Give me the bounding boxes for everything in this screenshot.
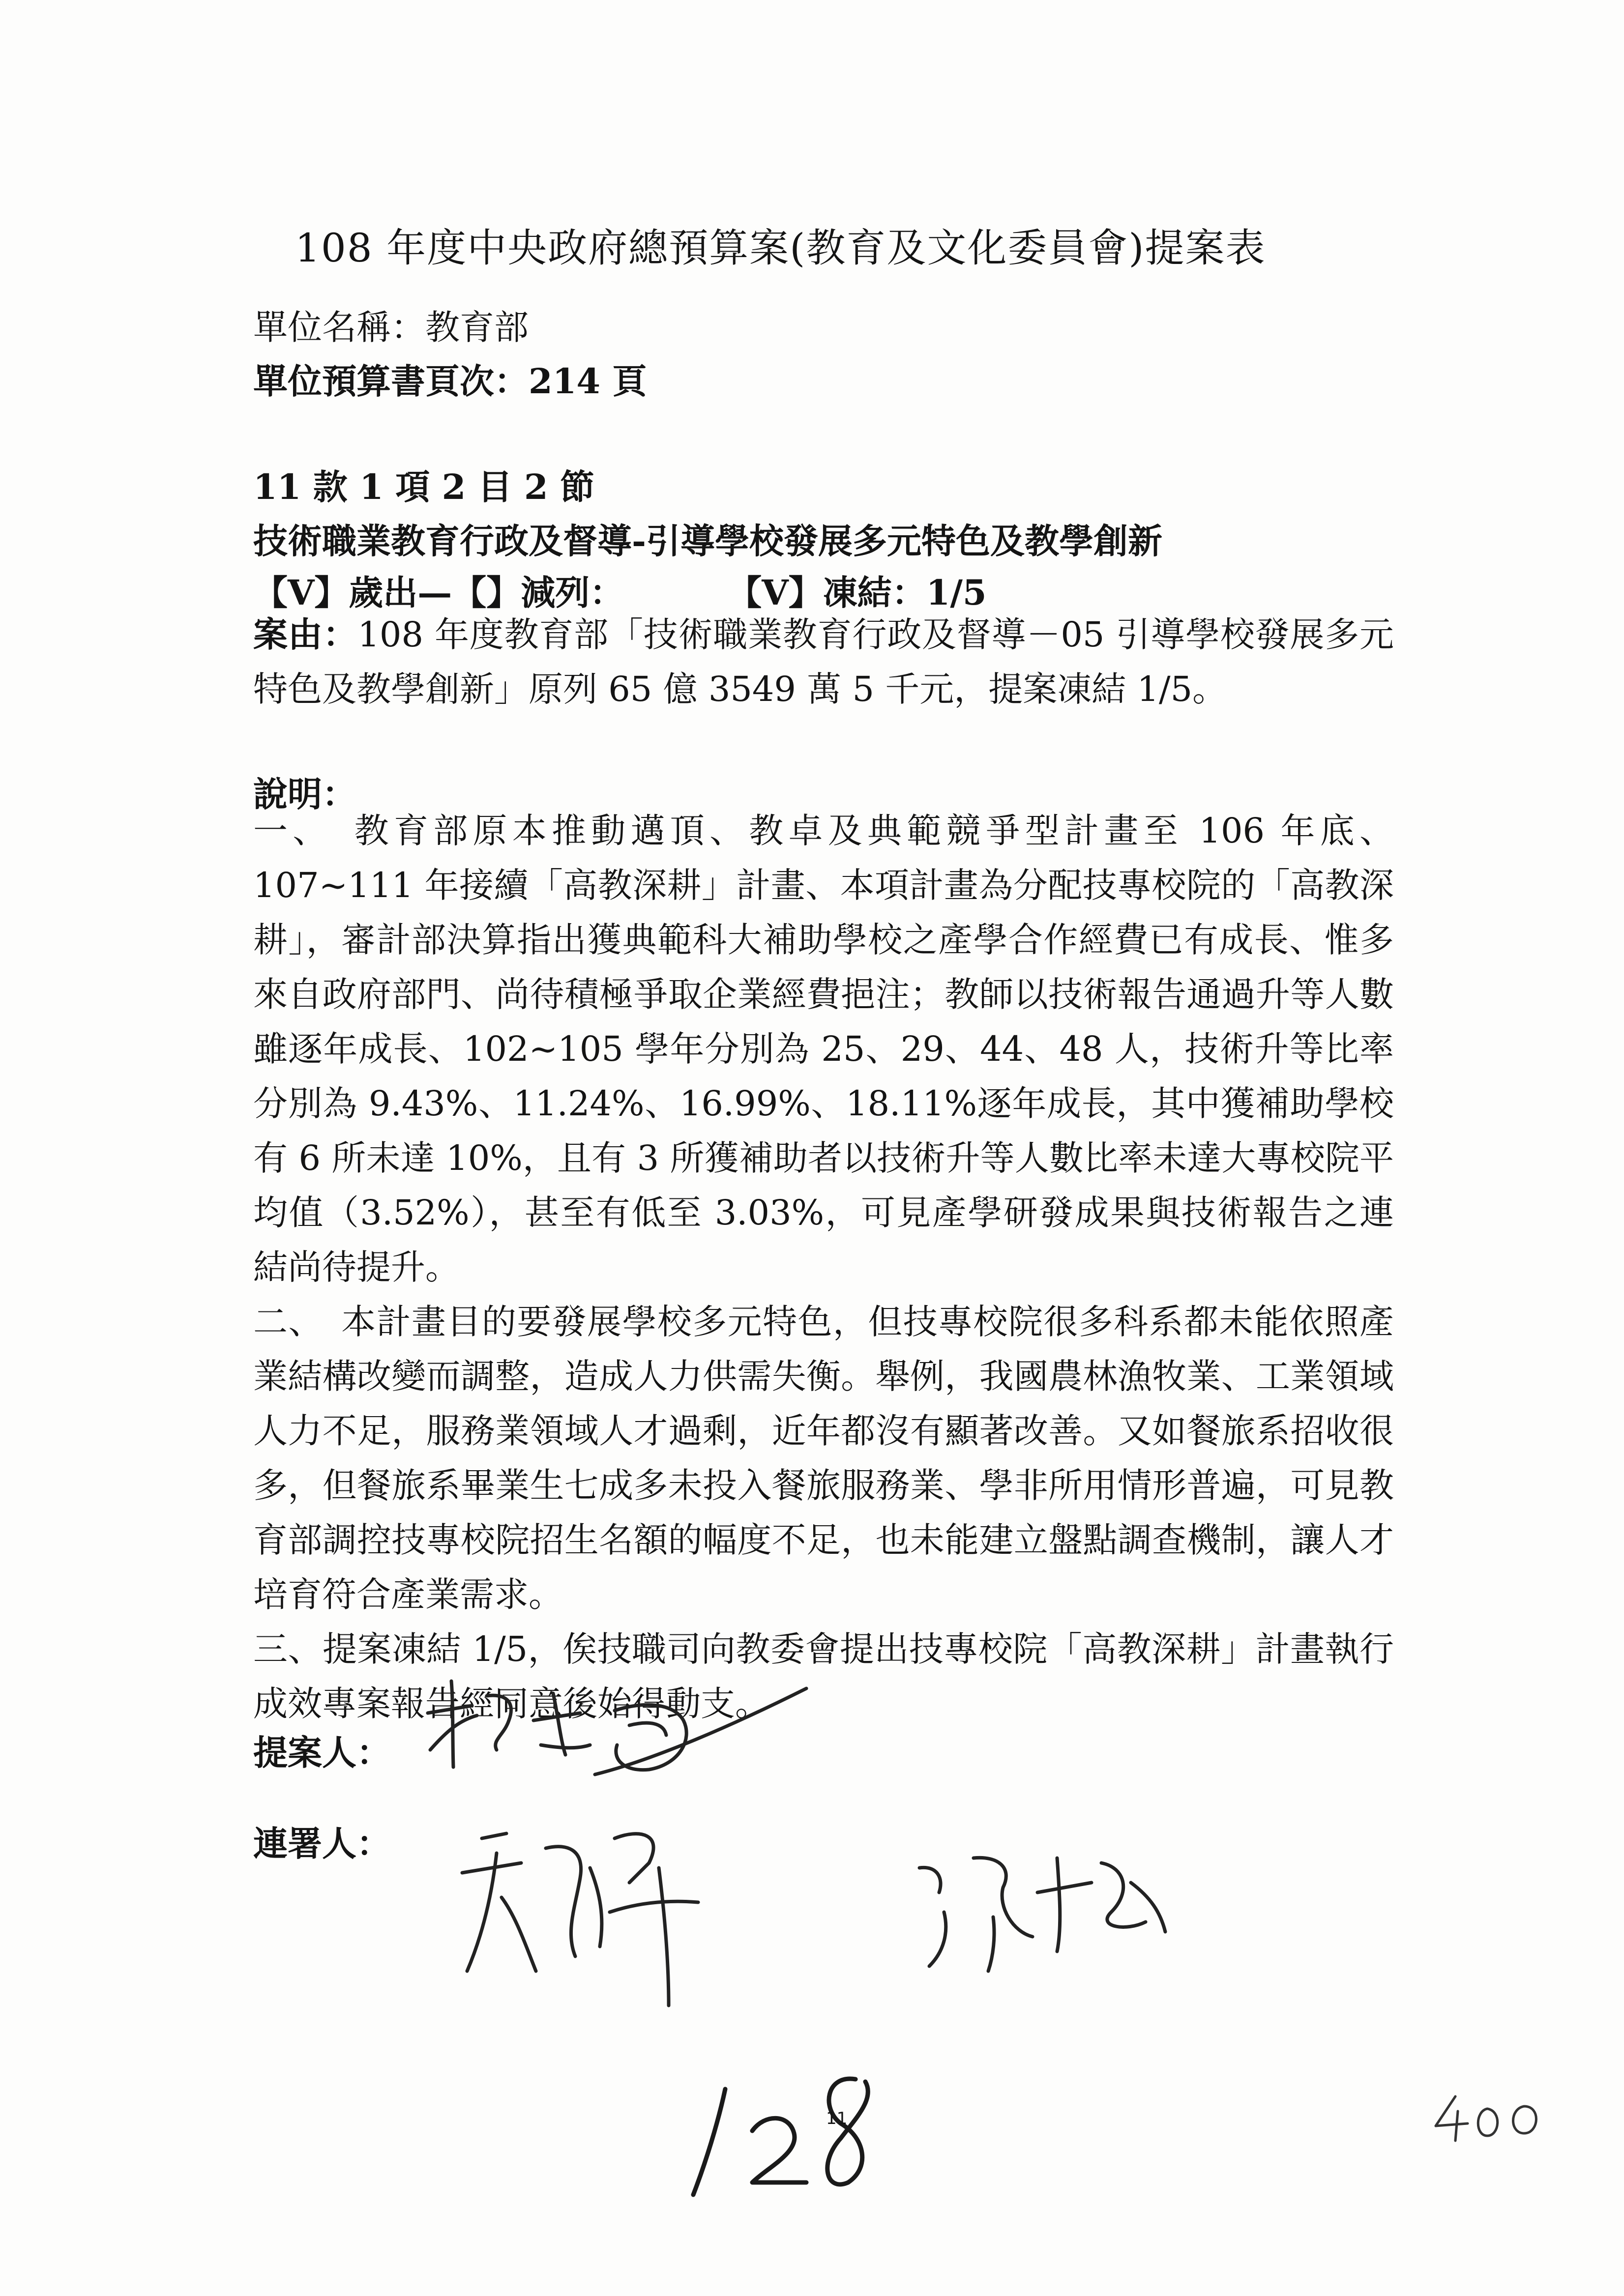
action-line: 【V】歲出—【】減列： 【V】凍結：1/5: [253, 572, 987, 613]
proposer-signature: [418, 1666, 811, 1784]
document-title: 108 年度中央政府總預算案(教育及文化委員會)提案表: [295, 225, 1266, 271]
cosigner-signatures: [452, 1809, 1239, 2015]
proposer-label: 提案人：: [253, 1732, 391, 1773]
reason-label: 案由：: [253, 614, 358, 655]
explanation-point-3: 三、提案凍結 1/5，俟技職司向教委會提出技專校院「高教深耕」計畫執行成效專案報告經同意後始得動支。: [253, 1629, 1394, 1724]
handwritten-number-400: [1428, 2089, 1556, 2148]
reason-block: [253, 607, 1394, 717]
explanation-point-2: 二、 本計畫目的要發展學校多元特色，但技專校院很多科系都未能依照產業結構改變而調整，造成人力供需失衡。舉例，我國農林漁牧業、工業領域人力不足，服務業領域人才過剩，近年都沒有顯著改善。又如餐旅系招收很多，但餐旅系畢業生七成多未投入餐旅服務業、學非所用情形普遍，可見教育部調控技專校院招生名額的幅度不足，也未能建立盤點調查機制，讓人才培育符合產業需求。: [253, 1302, 1394, 1615]
handwritten-number-128: [679, 2060, 915, 2202]
budget-page-reference: 單位預算書頁次：214 頁: [253, 361, 647, 402]
explanation-point-1: 一、 教育部原本推動邁頂、教卓及典範競爭型計畫至 106 年底、107~111 年接續「高教深耕」計畫、本項計畫為分配技專校院的「高教深耕」，審計部決算指出獲典範科大補助學校之產學合作經費已有成長、惟多來自政府部門、尚待積極爭取企業經費挹注；教師以技術報告通過升等人數雖逐年成長、102~105 學年分別為 25、29、44、48 人，技術升等比率分別為 9.43%、11.24%、16.99%、18.11%逐年成長，其中獲補助學校有 6 所未達 10%，且有 3 所獲補助者以技術升等人數比率未達大專校院平均值（3.52%），甚至有低至 3.03%，可見產學研發成果與技術報告之連結尚待提升。: [253, 811, 1394, 1287]
explanation-label: 說明：: [253, 774, 356, 814]
program-title: 技術職業教育行政及督導-引導學校發展多元特色及教學創新: [253, 521, 1163, 561]
unit-name: 單位名稱：教育部: [253, 307, 529, 348]
cosigner-label: 連署人：: [253, 1823, 391, 1864]
budget-section: 11 款 1 項 2 目 2 節: [253, 466, 595, 507]
reason-paragraph: [253, 607, 1394, 717]
explanation-block: [253, 804, 1394, 1731]
page-number: 11: [826, 2109, 848, 2128]
reason-text: 108 年度教育部「技術職業教育行政及督導－05 引導學校發展多元特色及教學創新」原列 65 億 3549 萬 5 千元，提案凍結 1/5。: [253, 614, 1394, 709]
